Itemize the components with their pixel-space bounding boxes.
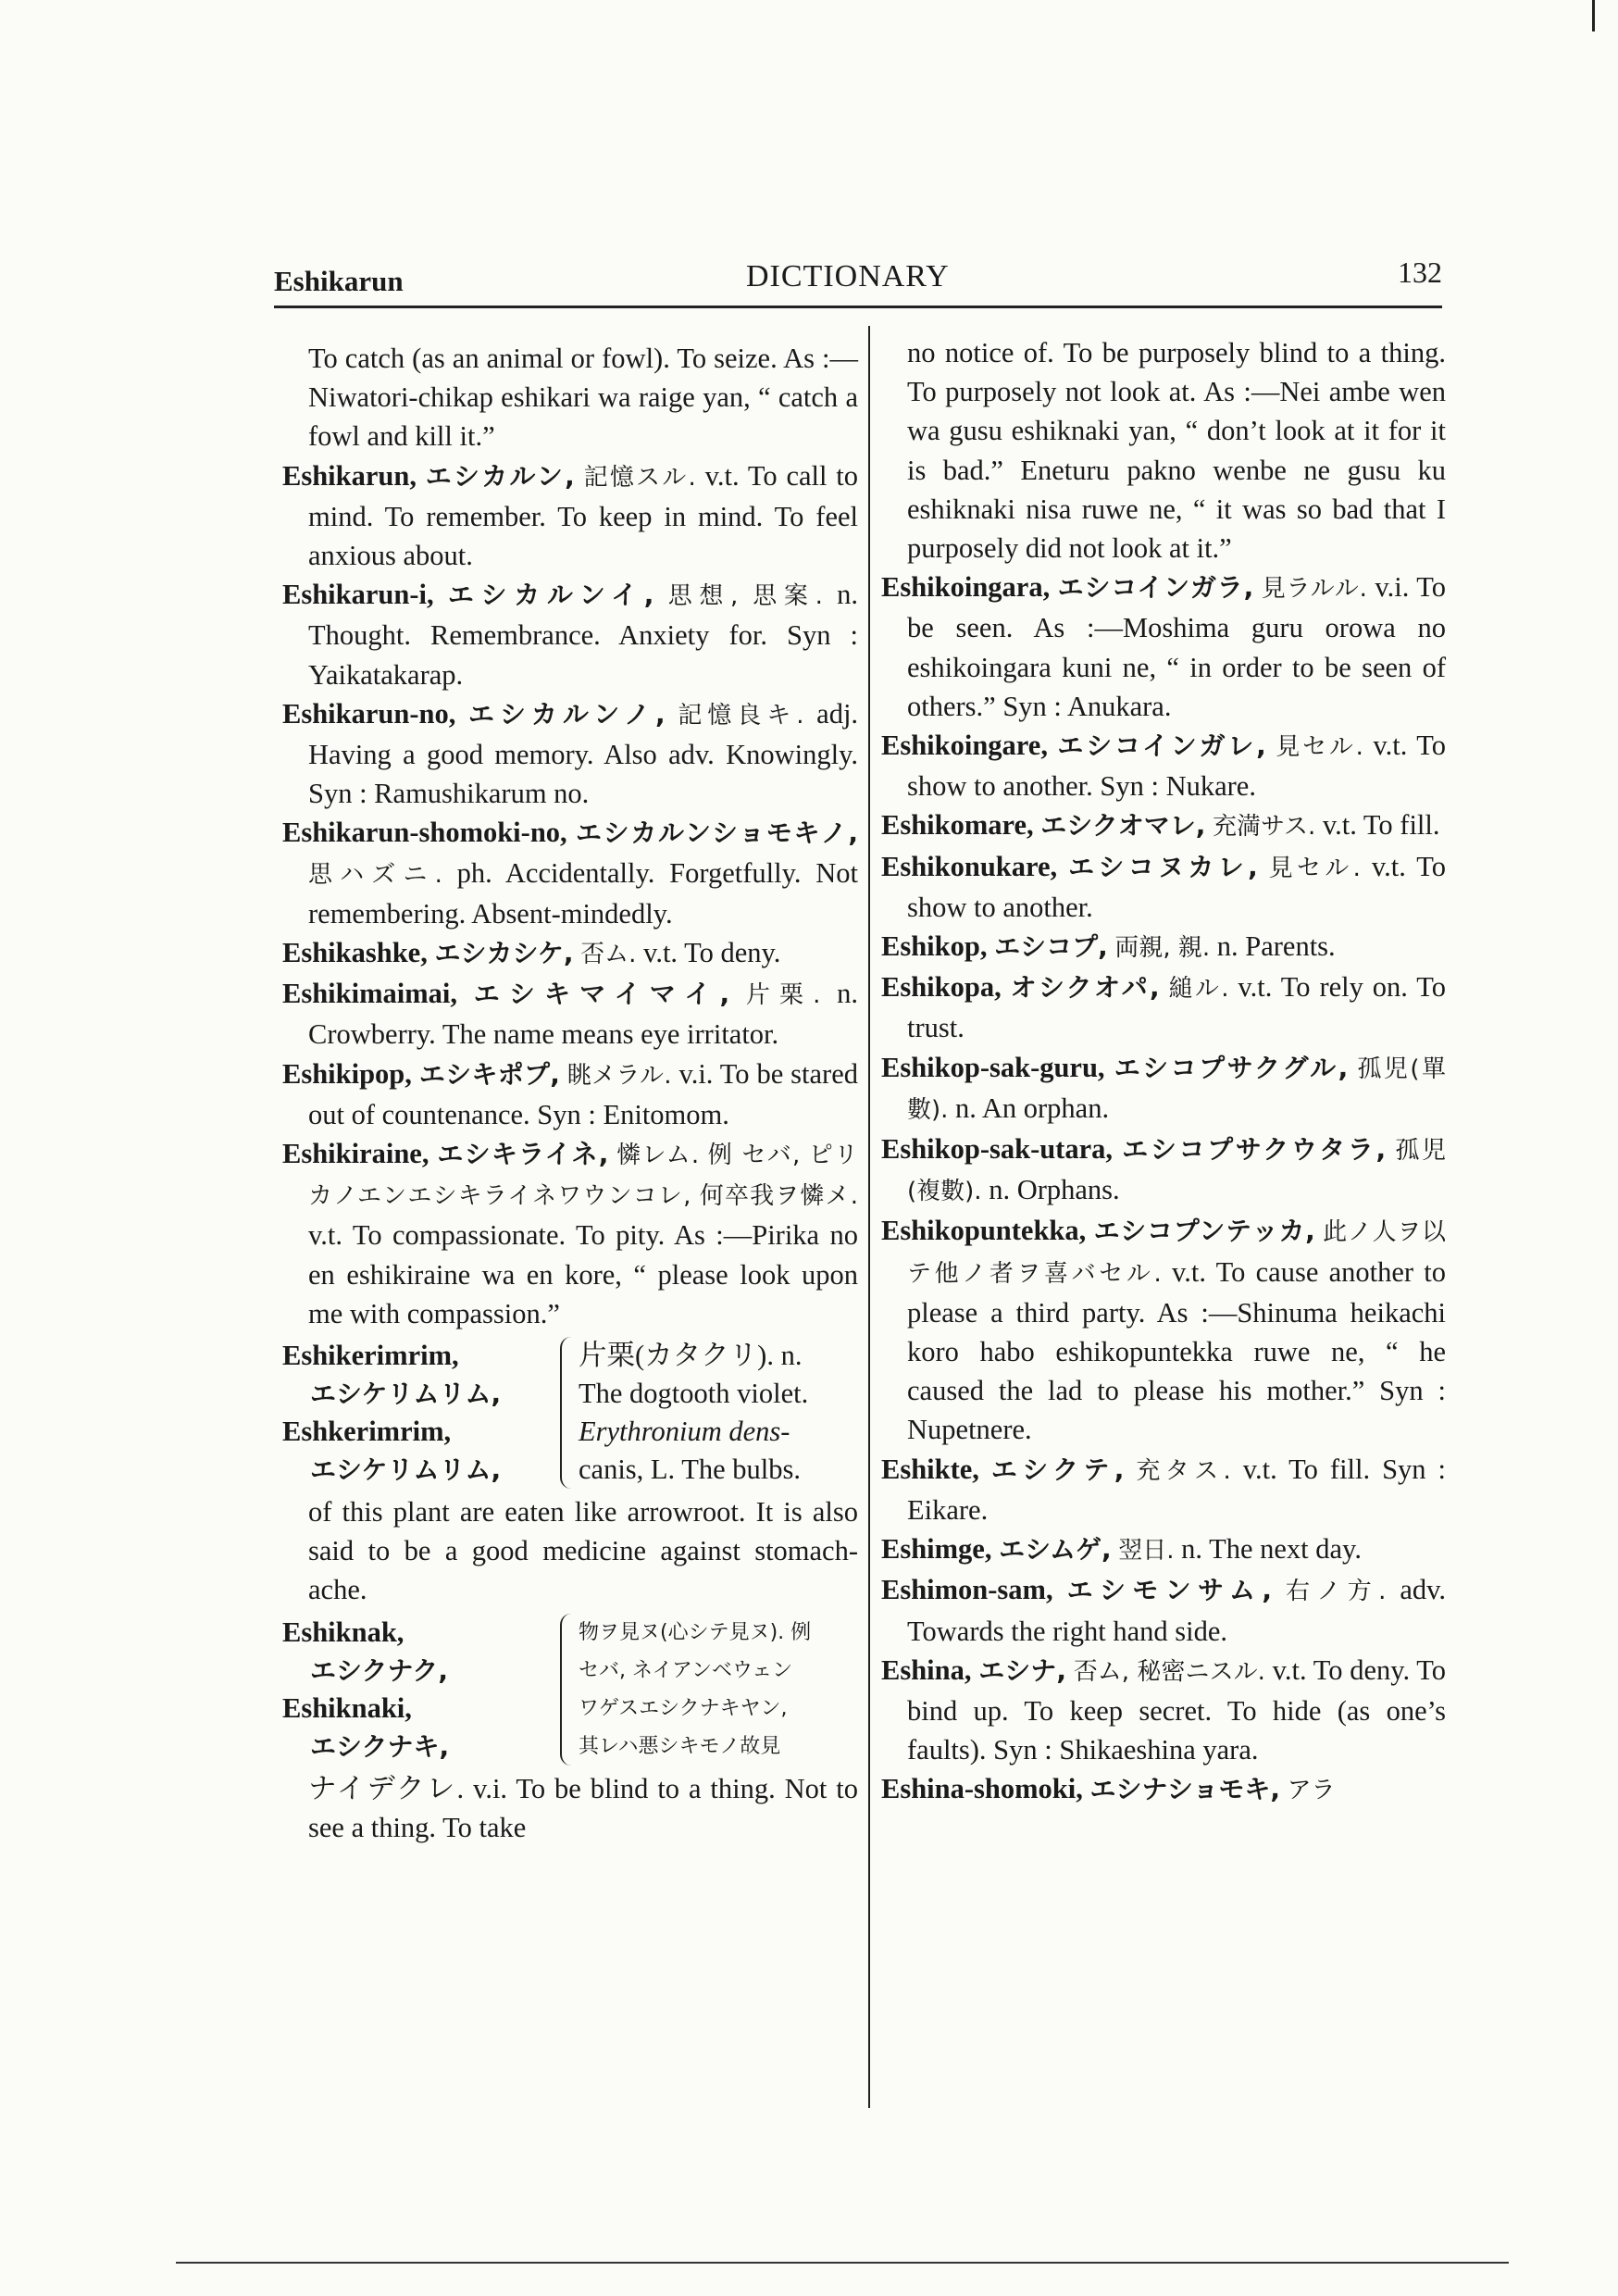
headword-kana: エシナ, xyxy=(978,1654,1066,1686)
headword: Eshikipop, xyxy=(282,1057,412,1090)
japanese-gloss: 否ム, 秘密ニスル. xyxy=(1073,1657,1265,1686)
definition: v.t. To call to mind. To remember. To keep in mind. To feel anxious about. xyxy=(308,459,859,572)
japanese-gloss: 憐レム. 例 セバ, ピリカノエンエシキライネワウンコレ, 何卒我ヲ憐メ. xyxy=(308,1142,858,1211)
right-entries xyxy=(881,568,1446,1810)
running-head: Eshikarun xyxy=(274,265,404,297)
headword: Eshiknak, xyxy=(282,1616,404,1648)
headword: Eshikop-sak-utara, xyxy=(881,1133,1114,1166)
brace xyxy=(560,1614,575,1766)
headword-kana: エシコインガラ, xyxy=(1057,572,1254,604)
headword-kana: エシケリムリム, xyxy=(310,1379,502,1410)
definition-line: 片栗(カタクリ). n. xyxy=(579,1340,803,1372)
brace xyxy=(560,1337,575,1489)
definition: v.t. To cause another to please a third party. As :—Shinuma heikachi koro habo eshikopuntekka ruwe ne, “ he caused the lad to please his mother.” Syn : Nupetnere. xyxy=(907,1255,1447,1446)
definition: v.t. To deny. To bind up. To keep secret. To hide (as one’s faults). Syn : Shikaeshina yara. xyxy=(907,1653,1447,1766)
headword-kana: エシカルンノ, xyxy=(467,698,666,730)
japanese-gloss: 思ハズニ. xyxy=(308,860,442,889)
headword-kana: エシキポプ, xyxy=(418,1058,560,1090)
japanese-gloss: 孤児(複數). xyxy=(907,1137,1446,1206)
headword: Eshkerimrim, xyxy=(282,1416,452,1448)
japanese-gloss: 右ノ方. xyxy=(1286,1578,1387,1606)
headword-kana: エシカシケ, xyxy=(434,938,574,969)
japanese-gloss: 孤児(單數). xyxy=(907,1054,1447,1124)
headword-kana: オシクオパ, xyxy=(1010,972,1160,1004)
headword-kana: エシクナク, xyxy=(310,1654,448,1686)
headword-kana: エシキマイマイ, xyxy=(473,979,730,1010)
header-rule xyxy=(274,306,1442,308)
dictionary-entry xyxy=(881,1570,1446,1650)
definition: adv. Towards the right hand side. xyxy=(907,1574,1447,1647)
japanese-gloss: アラ xyxy=(1287,1777,1336,1805)
headword: Eshikopa, xyxy=(881,971,1002,1004)
headword: Eshikop-sak-guru, xyxy=(881,1051,1105,1083)
headword-kana: エシナショモキ, xyxy=(1089,1774,1280,1805)
definition-line: Erythronium dens- xyxy=(579,1416,790,1448)
definition: v.t. To fill. Syn : Eikare. xyxy=(907,1453,1447,1526)
headword: Eshikarun-i, xyxy=(282,579,434,611)
dictionary-entry xyxy=(881,1450,1446,1529)
dictionary-entry xyxy=(881,805,1446,846)
dictionary-entry xyxy=(282,575,858,694)
headword: Eshina-shomoki, xyxy=(881,1773,1083,1805)
japanese-gloss: 見セル. xyxy=(1276,733,1363,762)
definition: v.t. To rely on. To trust. xyxy=(907,971,1447,1044)
japanese-gloss: 此ノ人ヲ以テ他ノ者ヲ喜バセル. xyxy=(907,1218,1447,1288)
headword: Eshikarun, xyxy=(282,459,417,492)
definition: n. Crowberry. The name means eye irritator. xyxy=(308,978,858,1051)
dictionary-entry xyxy=(282,813,858,933)
dictionary-entry xyxy=(881,967,1446,1047)
dictionary-entry xyxy=(282,694,858,814)
group-continuation: ナイデクレ. v.i. To be blind to a thing. Not to see a thing. To take xyxy=(308,1772,858,1843)
japanese-gloss: 片栗. xyxy=(745,981,821,1010)
definition: ph. Accidentally. Forgetfully. Not remembering. Absent-mindedly. xyxy=(308,856,858,930)
definition-line: canis, L. The bulbs. xyxy=(579,1454,802,1486)
headword: Eshikonukare, xyxy=(881,850,1058,882)
dictionary-entry xyxy=(881,1651,1446,1770)
definition-line: ワゲスエシクナキヤン, xyxy=(579,1696,788,1720)
dictionary-entry xyxy=(881,568,1446,726)
definition: v.t. To compassionate. To pity. As :—Pirika no en eshikiraine wa en kore, “ please look upon me with compassion.” xyxy=(308,1219,858,1329)
dictionary-entry xyxy=(881,1769,1446,1810)
japanese-gloss: 両親, 親. xyxy=(1114,934,1211,963)
headword: Eshimon-sam, xyxy=(881,1574,1053,1606)
japanese-gloss: 充タス. xyxy=(1136,1456,1231,1485)
headword-kana: エシムゲ, xyxy=(999,1534,1112,1566)
headword: Eshikerimrim, xyxy=(282,1340,459,1372)
top-edge-mark xyxy=(1592,0,1595,31)
group-definition xyxy=(579,1337,858,1489)
definition: v.i. To be stared out of countenance. Syn : Enitomom. xyxy=(308,1057,858,1130)
dictionary-entry xyxy=(282,1054,858,1134)
japanese-gloss: 見ラルル. xyxy=(1261,575,1367,604)
headword: Eshikte, xyxy=(881,1453,979,1485)
definition: n. Thought. Remembrance. Anxiety for. Syn : Yaikatakarap. xyxy=(308,579,859,691)
japanese-gloss: 記憶良キ. xyxy=(678,701,804,730)
dictionary-entry xyxy=(881,847,1446,927)
headword-kana: エシカルンイ, xyxy=(447,580,654,611)
definition: n. An orphan. xyxy=(955,1092,1110,1124)
headword-kana: エシコインガレ, xyxy=(1057,730,1266,762)
left-column xyxy=(282,339,858,1847)
japanese-gloss: 翌日. xyxy=(1118,1537,1175,1566)
page-header xyxy=(274,248,1442,304)
dictionary-entry xyxy=(282,456,858,576)
column-divider xyxy=(868,326,870,2108)
headword-kana: エシクテ, xyxy=(990,1454,1125,1485)
definition-line: 物ヲ見ヌ(心シテ見ヌ). 例 xyxy=(579,1620,812,1644)
japanese-gloss: 否ム. xyxy=(580,941,637,969)
headword: Eshiknaki, xyxy=(282,1691,412,1724)
dictionary-entry xyxy=(881,927,1446,967)
headword: Eshikop, xyxy=(881,930,988,963)
definition-line: 其レハ悪シキモノ故見 xyxy=(579,1734,781,1758)
headword-kana: エシコヌカレ, xyxy=(1068,851,1258,882)
entry-group-eshiknak xyxy=(282,1614,858,1766)
definition: v.t. To show to another. xyxy=(907,850,1447,923)
dictionary-entry xyxy=(282,933,858,974)
definition: v.i. To be seen. As :—Moshima guru orowa no eshikoingara kuni ne, “ in order to be seen of others.” Syn : Anukara. xyxy=(907,571,1446,722)
definition: v.t. To fill. xyxy=(1322,809,1440,842)
bottom-edge-line xyxy=(176,2262,1509,2264)
headword: Eshikashke, xyxy=(282,937,428,969)
japanese-gloss: 充満サス. xyxy=(1213,813,1316,842)
headword-kana: エシカルン, xyxy=(425,460,575,492)
headword-kana: エシクオマレ, xyxy=(1040,810,1206,842)
page-title: DICTIONARY xyxy=(746,259,950,293)
definition: adj. Having a good memory. Also adv. Knowingly. Syn : Ramushikarum no. xyxy=(308,697,859,810)
headword: Eshikarun-no, xyxy=(282,697,456,730)
headword-kana: エシコプンテッカ, xyxy=(1093,1216,1315,1247)
japanese-gloss: 記憶スル. xyxy=(583,463,696,492)
definition-line: The dogtooth violet. xyxy=(579,1378,809,1410)
definition: n. Orphans. xyxy=(989,1174,1120,1206)
entry-group-eshikerimrim xyxy=(282,1337,858,1489)
group-headwords xyxy=(282,1614,560,1766)
headword: Eshimge, xyxy=(881,1533,992,1566)
japanese-gloss: 思想, 思案. xyxy=(667,582,823,611)
headword: Eshikopuntekka, xyxy=(881,1215,1087,1247)
dictionary-entry xyxy=(282,974,858,1054)
headword: Eshikarun-shomoki-no, xyxy=(282,817,567,849)
dictionary-entry xyxy=(881,1048,1446,1129)
definition: n. The next day. xyxy=(1181,1533,1362,1566)
definition-line: セバ, ネイアンベウェン xyxy=(579,1658,793,1682)
headword: Eshikomare, xyxy=(881,809,1034,842)
headword-kana: エシクナキ, xyxy=(310,1730,450,1762)
headword: Eshikiraine, xyxy=(282,1138,429,1170)
dictionary-entry xyxy=(881,1211,1446,1449)
japanese-gloss: 見セル. xyxy=(1268,854,1361,882)
definition: v.t. To show to another. Syn : Nukare. xyxy=(907,730,1447,803)
headword: Eshikoingare, xyxy=(881,730,1048,762)
headword-kana: エシコプサクグル, xyxy=(1114,1052,1349,1083)
headword: Eshina, xyxy=(881,1653,972,1686)
right-column xyxy=(881,333,1446,1811)
dictionary-entry xyxy=(282,1134,858,1333)
japanese-gloss: 縋ル. xyxy=(1168,975,1229,1004)
page-number: 132 xyxy=(1398,256,1442,289)
dictionary-entry xyxy=(881,726,1446,805)
definition: n. Parents. xyxy=(1216,930,1336,963)
group-continuation: of this plant are eaten like arrowroot. It is also said to be a good medicine against stomach-ache. xyxy=(308,1496,858,1606)
headword-kana: エシモンサム, xyxy=(1066,1575,1272,1606)
headword-kana: エシキライネ, xyxy=(437,1139,609,1170)
entry-continuation: no notice of. To be purposely blind to a thing. To purposely not look at. As :—Nei ambe wen wa gusu eshiknaki yan, “ don’t look at it for it is bad.” Eneturu pakno wenbe ne gusu ku eshiknaki nisa ruwe ne, “ it was so bad that I purposely did not look at it.” xyxy=(907,337,1446,565)
definition: v.t. To deny. xyxy=(643,937,781,969)
group-definition xyxy=(579,1614,858,1766)
headword-kana: エシケリムリム, xyxy=(310,1454,502,1486)
group-headwords xyxy=(282,1337,560,1489)
headword: Eshikoingara, xyxy=(881,571,1051,604)
left-entries xyxy=(282,456,858,1333)
headword-kana: エシカルンショモキノ, xyxy=(575,817,859,849)
japanese-gloss: 眺メラル. xyxy=(566,1061,672,1090)
headword-kana: エシコプ, xyxy=(994,931,1108,963)
dictionary-entry xyxy=(881,1529,1446,1570)
dictionary-entry xyxy=(881,1129,1446,1211)
headword: Eshikimaimai, xyxy=(282,978,457,1010)
entry-continuation: To catch (as an animal or fowl). To seize. As :—Niwatori-chikap eshikari wa raige yan, “ catch a fowl and kill it.” xyxy=(308,343,858,453)
headword-kana: エシコプサクウタラ, xyxy=(1122,1134,1387,1166)
